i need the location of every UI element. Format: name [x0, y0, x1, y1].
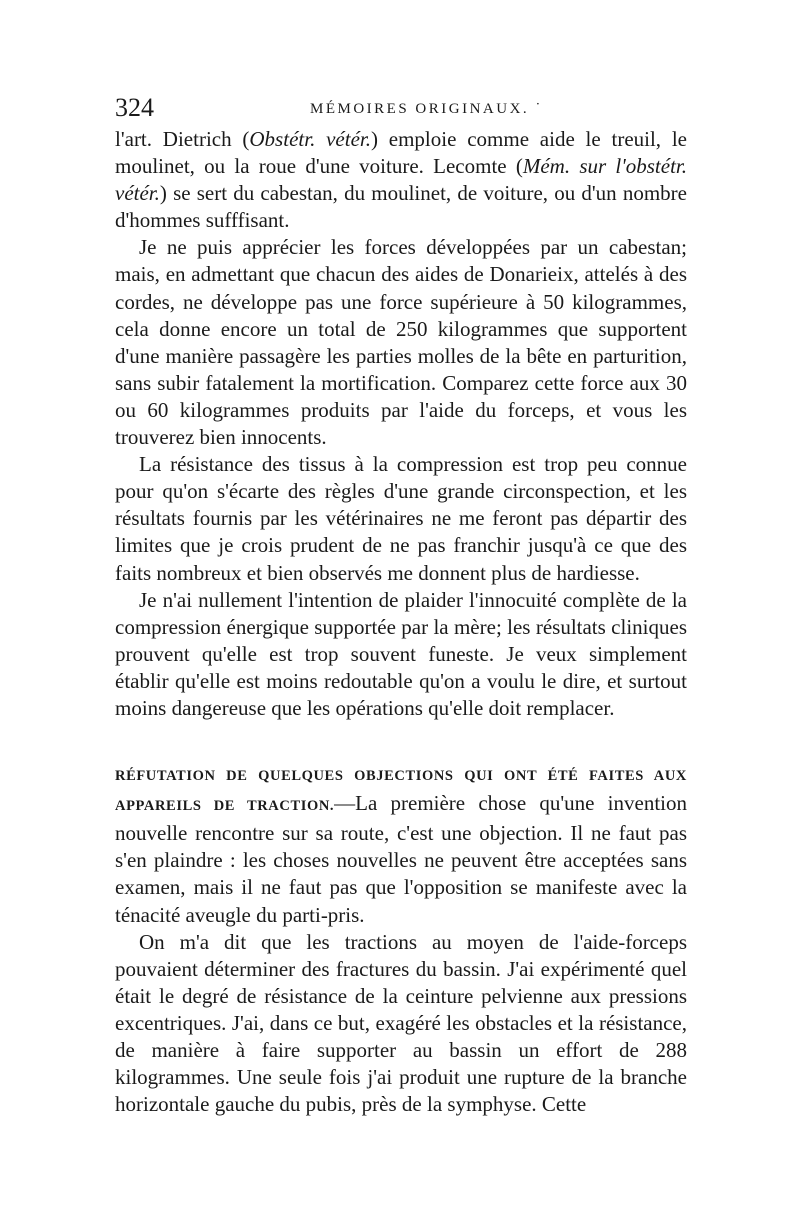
paragraph-4: Je n'ai nullement l'intention de plaider l'innocuité complète de la compression énergique supportée par la mère; les résultats cliniques prouvent qu'elle est trop souvent funeste. Je veux simplement établir qu'elle est moins redoutable qu'on a voulu le dire, et surtout moins dangereuse que les opérations qu'elle doit remplacer. — [115, 587, 687, 720]
running-title: MÉMOIRES ORIGINAUX. ˙ — [310, 101, 543, 117]
paragraph-5-text: —La première chose qu'une invention nouvelle rencontre sur sa route, c'est une objection. Il ne faut pas s'en plaindre : les choses nouvelles ne peuvent être acceptées sans examen, mais il ne faut pas que l'opposition se manifeste avec la ténacité aveugle du parti-pris. — [115, 791, 687, 927]
paragraph-1-text-a: l'art. Dietrich ( — [115, 127, 250, 151]
paragraph-2: Je ne puis apprécier les forces développées par un cabestan; mais, en admettant que chacun des aides de Donarieix, attelés à des cordes, ne développe pas une force supérieure à 50 kilogrammes, cela donne encore un total de 250 kilogrammes que supportent d'une manière passagère les parties molles de la bête en parturition, sans subir fatalement la mortification. Comparez cette force aux 30 ou 60 kilogrammes produits par l'aide du forceps, et vous les trouverez bien innocents. — [115, 235, 687, 450]
citation-dietrich: Obstétr. vétér. — [249, 127, 371, 151]
running-head — [115, 93, 685, 123]
section-refutation — [115, 760, 687, 1118]
section-heading: RÉFUTATION DE QUELQUES OBJECTIONS QUI ONT ÉTÉ FAITES AUX APPAREILS DE TRACTION. — [115, 768, 687, 815]
paragraph-6: On m'a dit que les tractions au moyen de l'aide-forceps pouvaient déterminer des fractures du bassin. J'ai expérimenté quel était le degré de résistance de la ceinture pelvienne aux pressions excentriques. J'ai, dans ce but, exagéré les obstacles et la résistance, de manière à faire supporter au bassin un effort de 288 kilogrammes. Une seule fois j'ai produit une rupture de la branche horizontale gauche du pubis, près de la symphyse. Cette — [115, 929, 687, 1117]
paragraph-1-text-b: ) emploie comme aide le treuil, le moulinet, ou la roue d'une voiture. Lecomte ( — [115, 127, 687, 179]
body-text — [115, 126, 687, 1118]
citation-lecomte: Mém. sur l'obstétr. vétér. — [115, 154, 687, 206]
paragraph-3: La résistance des tissus à la compression est trop peu connue pour qu'on s'écarte des règles d'une grande circonspection, et les résultats fournis par les vétérinaires ne me feront pas départir des limites que je crois prudent de ne pas franchir jusqu'à ce que des faits nombreux et bien observés me donnent plus de hardiesse. — [115, 452, 687, 585]
paragraph-5 — [115, 760, 687, 929]
paragraph-1-text-c: ) se sert du cabestan, du moulinet, de voiture, ou d'un nombre d'hommes sufffisant. — [115, 181, 687, 233]
paragraph-1 — [115, 126, 687, 234]
page-number: 324 — [115, 93, 154, 122]
